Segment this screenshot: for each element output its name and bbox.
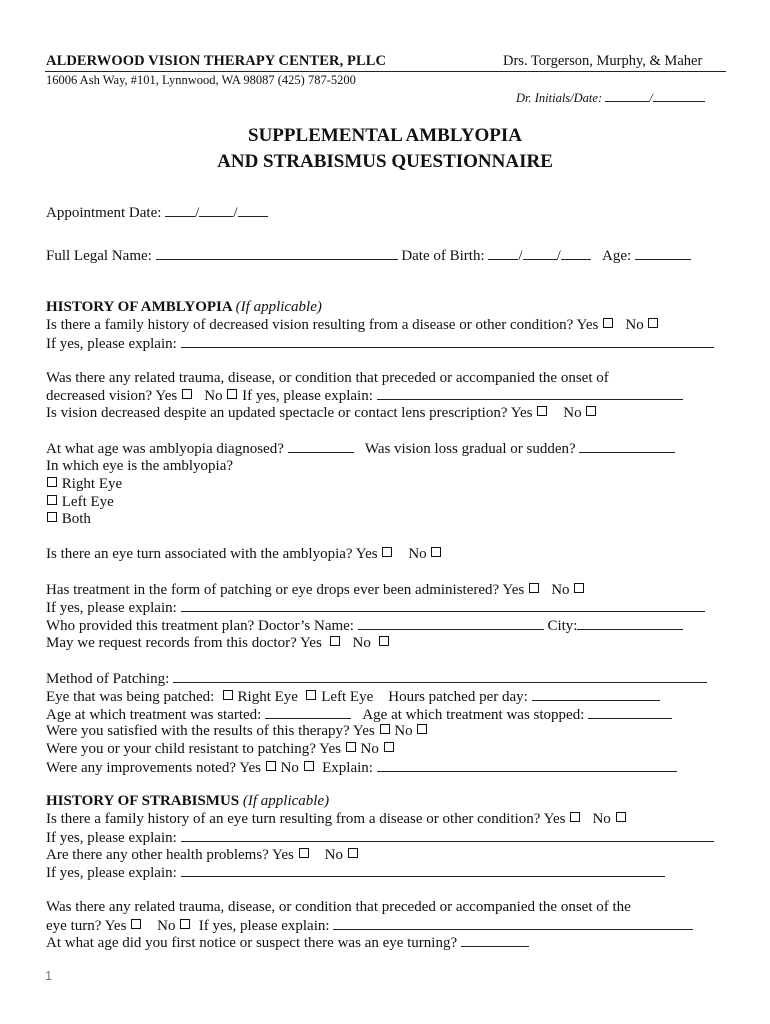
no-label: No — [324, 847, 343, 863]
no-label: No — [157, 918, 176, 934]
explain-label: If yes, please explain: — [46, 336, 177, 352]
document-title-line-2: AND STRABISMUS QUESTIONNAIRE — [217, 151, 553, 172]
no-label: No — [352, 635, 371, 651]
strab-family-yes-checkbox[interactable] — [570, 812, 580, 822]
city-label: City: — [547, 618, 578, 634]
eye-turn-associated-row — [46, 546, 442, 563]
option-label: Right Eye — [237, 689, 298, 705]
which-eye-left-option — [46, 494, 114, 511]
yes-label: Yes — [352, 723, 375, 739]
doctors-names: Drs. Torgerson, Murphy, & Maher — [503, 53, 703, 69]
trauma-no-checkbox[interactable] — [227, 389, 237, 399]
question-text: At what age was amblyopia diagnosed? — [46, 441, 284, 457]
yes-label: Yes — [319, 741, 341, 757]
decreased-vision-no-checkbox[interactable] — [586, 406, 596, 416]
patched-right-eye-checkbox[interactable] — [223, 690, 233, 700]
yes-label: Yes — [576, 317, 599, 333]
amblyopia-section-heading — [46, 299, 322, 316]
strabismus-trauma-row-1: Was there any related trauma, disease, or condition that preceded or accompanied the onset of the — [46, 899, 631, 915]
satisfied-no-checkbox[interactable] — [417, 724, 427, 734]
question-text: Is there a family history of decreased vision resulting from a disease or other condition? — [46, 317, 574, 333]
appointment-date-label: Appointment Date: — [46, 205, 162, 221]
question-text: Are there any other health problems? — [46, 847, 269, 863]
satisfied-row — [46, 723, 428, 740]
which-eye-both-option — [46, 511, 91, 528]
records-yes-checkbox[interactable] — [330, 636, 340, 646]
age-diagnosed-field[interactable] — [288, 440, 354, 453]
eye-patched-row — [46, 688, 660, 706]
doctor-city-field[interactable] — [577, 617, 683, 630]
question-text: decreased vision? — [46, 388, 153, 404]
dob-month-field[interactable] — [488, 247, 518, 260]
yes-label: Yes — [510, 405, 533, 421]
treatment-age-row — [46, 706, 672, 724]
dob-day-field[interactable] — [523, 247, 557, 260]
age-started-field[interactable] — [265, 706, 351, 719]
improvements-no-checkbox[interactable] — [304, 761, 314, 771]
strab-trauma-yes-checkbox[interactable] — [131, 919, 141, 929]
method-patching-row — [46, 670, 707, 688]
patched-left-eye-checkbox[interactable] — [306, 690, 316, 700]
question-text: Is vision decreased despite an updated spectacle or contact lens prescription? — [46, 405, 508, 421]
yes-label: Yes — [272, 847, 294, 863]
family-history-explain-field[interactable] — [181, 335, 714, 348]
health-explain-row — [46, 864, 665, 882]
strab-family-explain-field[interactable] — [181, 829, 714, 842]
gradual-sudden-field[interactable] — [579, 440, 675, 453]
question-text: Eye that was being patched: — [46, 689, 215, 705]
no-label: No — [204, 388, 223, 404]
no-label: No — [394, 723, 413, 739]
trauma-yes-checkbox[interactable] — [182, 389, 192, 399]
eye-turn-no-checkbox[interactable] — [431, 547, 441, 557]
treatment-provider-row — [46, 617, 683, 635]
full-legal-name-field[interactable] — [156, 247, 398, 260]
amblyopia-heading-text: HISTORY OF AMBLYOPIA — [46, 299, 232, 315]
doctor-name-field[interactable] — [358, 617, 544, 630]
option-label: Left Eye — [321, 689, 374, 705]
amblyopia-family-history-row — [46, 317, 659, 334]
option-label: Right Eye — [61, 476, 123, 492]
improvements-yes-checkbox[interactable] — [266, 761, 276, 771]
strab-trauma-explain-field[interactable] — [333, 917, 693, 930]
question-text: Method of Patching: — [46, 671, 170, 687]
strabismus-family-history-row — [46, 811, 627, 828]
strabismus-heading-text: HISTORY OF STRABISMUS — [46, 793, 240, 809]
option-label: Left Eye — [61, 494, 114, 510]
appointment-day-field[interactable] — [199, 204, 233, 217]
decreased-vision-yes-checkbox[interactable] — [537, 406, 547, 416]
no-label: No — [592, 811, 611, 827]
question-text: Has treatment in the form of patching or eye drops ever been administered? — [46, 582, 500, 598]
amblyopia-left-eye-checkbox[interactable] — [47, 495, 57, 505]
strab-trauma-no-checkbox[interactable] — [180, 919, 190, 929]
treatment-yes-checkbox[interactable] — [529, 583, 539, 593]
family-history-no-checkbox[interactable] — [648, 318, 658, 328]
amblyopia-both-eyes-checkbox[interactable] — [47, 512, 57, 522]
question-text: Were you or your child resistant to patching? — [46, 741, 316, 757]
request-records-row — [46, 635, 390, 652]
amblyopia-trauma-row-1: Was there any related trauma, disease, or condition that preceded or accompanied the onset of — [46, 370, 609, 386]
health-yes-checkbox[interactable] — [299, 848, 309, 858]
initials-label: Dr. Initials/Date: — [516, 91, 603, 105]
slash: / — [233, 205, 238, 221]
document-title-line-1: SUPPLEMENTAL AMBLYOPIA — [248, 125, 522, 146]
name-dob-age-row — [46, 247, 691, 265]
no-label: No — [360, 741, 379, 757]
amblyopia-age-diagnosed-row — [46, 440, 675, 458]
no-label: No — [280, 760, 299, 776]
health-explain-field[interactable] — [181, 864, 665, 877]
strabismus-heading-note: (If applicable) — [242, 793, 330, 809]
no-label: No — [408, 546, 427, 562]
dob-year-field[interactable] — [561, 247, 591, 260]
question-text: eye turn? — [46, 918, 102, 934]
yes-label: Yes — [155, 388, 178, 404]
strab-family-no-checkbox[interactable] — [616, 812, 626, 822]
date-field[interactable] — [653, 89, 705, 102]
question-text: Age at which treatment was started: — [46, 707, 262, 723]
records-no-checkbox[interactable] — [379, 636, 389, 646]
age-label: Age: — [601, 248, 632, 264]
first-notice-row — [46, 934, 529, 952]
clinic-name: ALDERWOOD VISION THERAPY CENTER, PLLC — [46, 53, 387, 69]
doctor-initials-date — [516, 89, 705, 106]
age-stopped-field[interactable] — [588, 706, 672, 719]
amblyopia-trauma-row-2 — [46, 387, 683, 405]
which-eye-question: In which eye is the amblyopia? — [46, 458, 234, 474]
no-label: No — [563, 405, 582, 421]
strabismus-family-explain-row — [46, 829, 714, 847]
option-label: Both — [61, 511, 91, 527]
yes-label: Yes — [502, 582, 525, 598]
explain-label: If yes, please explain: — [242, 388, 373, 404]
question-text: Age at which treatment was stopped: — [362, 707, 585, 723]
no-label: No — [625, 317, 644, 333]
explain-label: If yes, please explain: — [46, 600, 177, 616]
method-patching-field[interactable] — [173, 670, 707, 683]
amblyopia-family-explain-row — [46, 335, 714, 353]
appointment-year-field[interactable] — [238, 204, 268, 217]
yes-label: Yes — [299, 635, 322, 651]
first-notice-age-field[interactable] — [461, 934, 529, 947]
improvements-explain-field[interactable] — [377, 759, 677, 772]
question-text: Is there a family history of an eye turn resulting from a disease or other condition? — [46, 811, 541, 827]
explain-label: If yes, please explain: — [46, 865, 177, 881]
question-text: Was vision loss gradual or sudden? — [364, 441, 576, 457]
appointment-month-field[interactable] — [165, 204, 195, 217]
appointment-date-row — [46, 204, 268, 222]
question-text: Were any improvements noted? — [46, 760, 236, 776]
header-divider — [45, 71, 726, 72]
question-text: At what age did you first notice or suspect there was an eye turning? — [46, 935, 458, 951]
amblyopia-decreased-vision-row — [46, 405, 597, 422]
amblyopia-right-eye-checkbox[interactable] — [47, 477, 57, 487]
which-eye-right-option — [46, 476, 122, 493]
treatment-no-checkbox[interactable] — [574, 583, 584, 593]
full-legal-name-label: Full Legal Name: — [46, 248, 152, 264]
trauma-explain-field[interactable] — [377, 387, 683, 400]
yes-label: Yes — [543, 811, 566, 827]
question-text: Hours patched per day: — [388, 689, 528, 705]
question-text: Who provided this treatment plan? Doctor’s Name: — [46, 618, 354, 634]
treatment-row — [46, 582, 585, 599]
hours-patched-field[interactable] — [532, 688, 660, 701]
strabismus-section-heading — [46, 793, 329, 810]
slash: / — [195, 205, 200, 221]
resistant-row — [46, 741, 395, 758]
slash: / — [518, 248, 523, 264]
yes-label: Yes — [104, 918, 127, 934]
health-problems-row — [46, 847, 359, 864]
page-number: 1 — [45, 968, 53, 983]
no-label: No — [551, 582, 570, 598]
slash: / — [556, 248, 561, 264]
eye-turn-yes-checkbox[interactable] — [382, 547, 392, 557]
explain-label: If yes, please explain: — [46, 830, 177, 846]
satisfied-yes-checkbox[interactable] — [380, 724, 390, 734]
clinic-address: 16006 Ash Way, #101, Lynnwood, WA 98087 (425) 787-5200 — [46, 73, 356, 87]
improvements-row — [46, 759, 677, 777]
amblyopia-heading-note: (If applicable) — [235, 299, 322, 315]
family-history-yes-checkbox[interactable] — [603, 318, 613, 328]
question-text: Were you satisfied with the results of this therapy? — [46, 723, 350, 739]
explain-label: If yes, please explain: — [198, 918, 330, 934]
yes-label: Yes — [355, 546, 378, 562]
explain-label: Explain: — [322, 760, 373, 776]
dob-label: Date of Birth: — [401, 248, 485, 264]
question-text: Is there an eye turn associated with the amblyopia? — [46, 546, 353, 562]
treatment-explain-field[interactable] — [181, 599, 705, 612]
initials-field[interactable] — [605, 89, 649, 102]
yes-label: Yes — [239, 760, 262, 776]
treatment-explain-row — [46, 599, 705, 617]
age-field[interactable] — [635, 247, 691, 260]
health-no-checkbox[interactable] — [348, 848, 358, 858]
initials-separator: / — [649, 91, 653, 105]
question-text: May we request records from this doctor? — [46, 635, 297, 651]
resistant-yes-checkbox[interactable] — [346, 742, 356, 752]
strabismus-trauma-row-2 — [46, 917, 693, 935]
resistant-no-checkbox[interactable] — [384, 742, 394, 752]
